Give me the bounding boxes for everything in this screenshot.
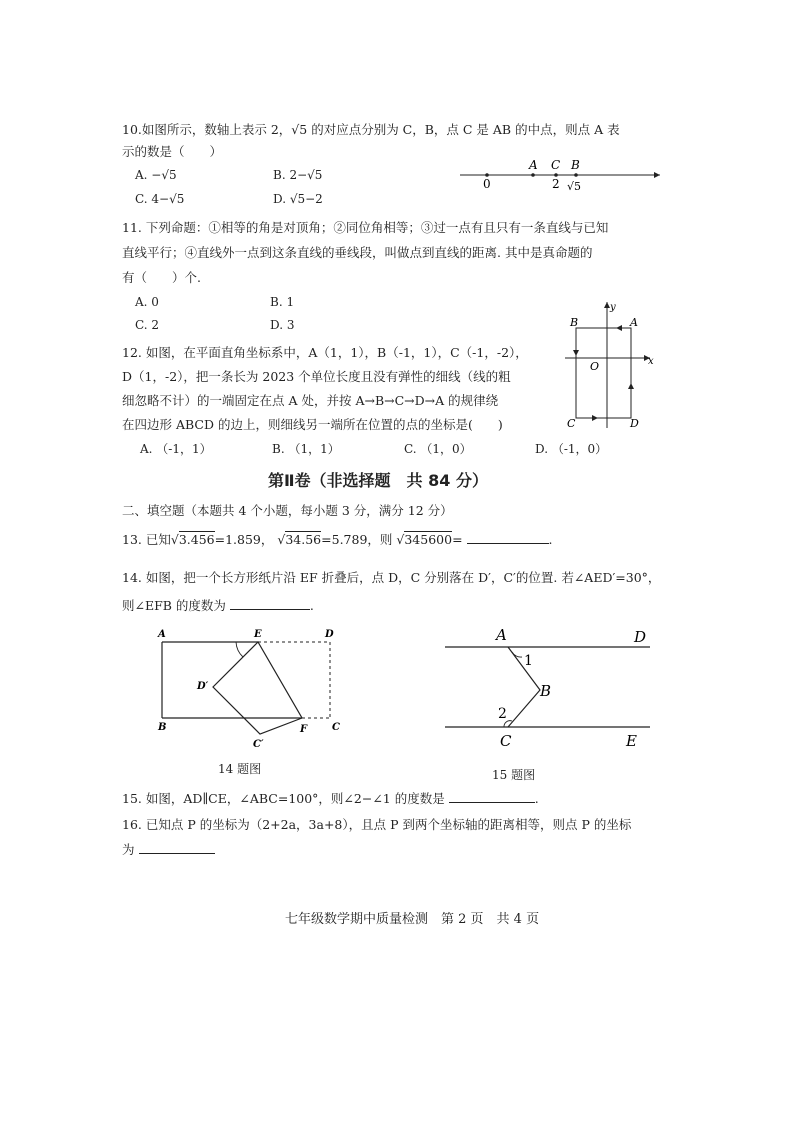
fold-label-f: F [300, 724, 308, 735]
q11-option-a: A. 0 [135, 295, 159, 309]
q12-line3: 细忽略不计）的一端固定在点 A 处，并按 A→B→C→D→A 的规律绕 [122, 393, 499, 408]
q11-line2: 直线平行；④直线外一点到这条直线的垂线段，叫做点到直线的距离. 其中是真命题的 [122, 245, 593, 260]
coord-label-a: A [630, 316, 638, 329]
numline-label-0: 0 [483, 177, 491, 191]
q15-caption: 15 题图 [492, 768, 536, 782]
q15-text: 15. 如图，AD∥CE，∠ABC=100°，则∠2−∠1 的度数是 [122, 791, 445, 806]
parallel-label-2: 2 [498, 706, 507, 722]
q16-line1: 16. 已知点 P 的坐标为（2+2a，3a+8），且点 P 到两个坐标轴的距离相等，则点 P 的坐标 [122, 817, 632, 832]
q12-option-d: D. （-1，0） [535, 442, 608, 456]
numline-label-c: C [551, 158, 561, 172]
q14-line2-row [122, 593, 662, 618]
q13-radicand-2: 34.56 [285, 532, 322, 547]
fold-rectangle-figure [150, 622, 360, 752]
q10-option-b: B. 2−√5 [273, 168, 323, 182]
numline-label-2: 2 [552, 177, 560, 191]
q14-end: . [309, 598, 314, 613]
coord-label-b: B [570, 316, 579, 329]
q15-end: . [534, 791, 539, 806]
parallel-label-a: A [496, 626, 507, 644]
q14-answer-blank[interactable] [230, 596, 310, 610]
q10-option-d: D. √5−2 [273, 192, 323, 206]
page-footer: 七年级数学期中质量检测 第 2 页 共 4 页 [285, 912, 540, 927]
section-title: 第Ⅱ卷（非选择题 共 84 分） [268, 471, 488, 490]
numline-label-a: A [529, 158, 538, 172]
q13-radicand-1: 3.456 [178, 532, 215, 547]
q12-option-c: C. （1，0） [404, 442, 472, 456]
sqrt-sign: √ [396, 532, 405, 547]
fold-label-b: B [158, 722, 167, 733]
parallel-label-1: 1 [524, 653, 533, 669]
coordinate-figure [560, 298, 660, 434]
numline-label-b: B [571, 158, 580, 172]
q15-answer-blank[interactable] [449, 789, 535, 803]
coord-label-x: x [648, 356, 654, 367]
q14-caption: 14 题图 [218, 762, 262, 776]
q11-option-b: B. 1 [270, 295, 295, 309]
coord-label-c: C [567, 417, 576, 430]
q15-line-row [122, 786, 662, 811]
sqrt-sign: √ [170, 532, 179, 547]
q12-line2: D（1，-2），把一条长为 2023 个单位长度且没有弹性的细线（线的粗 [122, 369, 511, 384]
fold-label-a: A [158, 629, 166, 640]
q16-answer-blank[interactable] [139, 840, 215, 854]
q12-option-b: B. （1，1） [272, 442, 340, 456]
fold-label-e: E [254, 629, 262, 640]
parallel-label-d: D [634, 628, 647, 646]
q13-line [122, 527, 662, 552]
sqrt-sign: √ [277, 532, 286, 547]
q13-radicand-3: 345600 [404, 532, 453, 547]
q11-line3: 有（ ）个. [122, 270, 201, 285]
q13-text-2: =5.789，则 [321, 532, 393, 547]
q16-line2-row [122, 837, 662, 862]
parallel-lines-figure [440, 622, 660, 752]
q10-line1: 10.如图所示，数轴上表示 2，√5 的对应点分别为 C，B，点 C 是 AB 的中点，则点 A 表 [122, 122, 620, 137]
q12-option-a: A. （-1，1） [140, 442, 212, 456]
number-line-figure [455, 155, 665, 195]
coord-label-o: O [590, 360, 600, 373]
q11-option-d: D. 3 [270, 318, 295, 332]
fold-label-c-prime: C′ [253, 739, 264, 750]
coord-label-y: y [610, 302, 616, 313]
section-part-heading: 二、填空题（本题共 4 个小题，每小题 3 分，满分 12 分） [122, 503, 453, 518]
parallel-label-c: C [500, 732, 512, 750]
coord-label-d: D [630, 417, 639, 430]
numline-label-root5: √5 [567, 180, 582, 193]
q14-line1: 14. 如图，把一个长方形纸片沿 EF 折叠后，点 D，C 分别落在 D′，C′的位置. 若∠AED′=30°， [122, 570, 661, 585]
q13-text-3: = [452, 532, 463, 547]
fold-label-d: D [325, 629, 334, 640]
fold-label-d-prime: D′ [197, 681, 209, 692]
q13-end: . [548, 532, 553, 547]
q13-text-1: =1.859， [214, 532, 274, 547]
q12-line4: 在四边形 ABCD 的边上，则细线另一端所在位置的点的坐标是( ) [122, 417, 503, 432]
parallel-label-b: B [540, 682, 552, 700]
q11-line1: 11. 下列命题：①相等的角是对顶角；②同位角相等；③过一点有且只有一条直线与已知 [122, 220, 609, 235]
parallel-label-e: E [626, 732, 637, 750]
fold-label-c: C [332, 722, 340, 733]
q10-option-c: C. 4−√5 [135, 192, 185, 206]
q13-prefix: 13. 已知 [122, 532, 171, 547]
q14-line2: 则∠EFB 的度数为 [122, 598, 226, 613]
q10-line2: 示的数是（ ） [122, 144, 223, 159]
q11-option-c: C. 2 [135, 318, 160, 332]
q13-answer-blank[interactable] [467, 530, 549, 544]
q10-option-a: A. −√5 [135, 168, 177, 182]
q16-line2: 为 [122, 842, 135, 857]
q12-line1: 12. 如图，在平面直角坐标系中，A（1，1），B（-1，1），C（-1，-2）， [122, 345, 528, 360]
